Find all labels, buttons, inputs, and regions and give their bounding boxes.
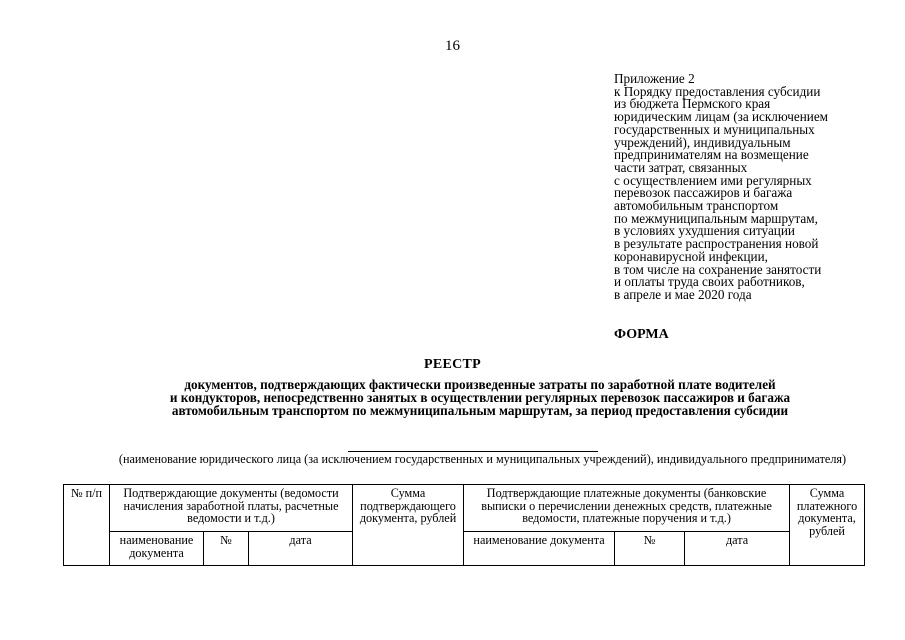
subheader-salary-doc-no: № [204,532,249,566]
subtitle-line: документов, подтверждающих фактически произведенные затраты по заработной плате водителей [184,377,776,392]
document-subtitle [60,378,900,418]
appendix-line: по межмуниципальным маршрутам, [614,210,818,226]
appendix-line: автомобильным транспортом [614,198,779,214]
header-payment-docs: Подтверждающие платежные документы (банковские выписки о перечислении денежных средств, платежные ведомости, платежные поручения и т.д.) [464,485,790,532]
header-salary-docs: Подтверждающие документы (ведомости начисления заработной платы, расчетные ведомости и т.д.) [110,485,353,532]
table-header-row [64,485,865,532]
page-number: 16 [445,38,460,54]
appendix-line: в результате распространения новой [614,236,819,252]
subtitle-line: автомобильным транспортом по межмуниципальным маршрутам, за период предоставления субсидии [171,403,789,419]
appendix-line: в условиях ухудшения ситуации [614,223,795,239]
form-label: ФОРМА [614,327,669,342]
appendix-line: из бюджета Пермского края [614,96,771,112]
appendix-line: учреждений), индивидуальным [614,134,791,150]
appendix-line: части затрат, связанных [614,159,748,175]
appendix-line: и оплаты труда своих работников, [614,274,805,290]
subheader-salary-doc-date: дата [249,532,353,566]
appendix-line: Приложение 2 [614,71,695,86]
appendix-line: в том числе на сохранение занятости [614,261,822,277]
appendix-line: в апреле и мае 2020 года [614,286,752,302]
subheader-payment-doc-no: № [615,532,685,566]
subheader-payment-doc-date: дата [685,532,790,566]
appendix-line: перевозок пассажиров и багажа [614,185,793,201]
appendix-block [614,73,899,302]
subheader-payment-doc-name: наименование документа [464,532,615,566]
appendix-line: к Порядку предоставления субсидии [614,83,821,99]
appendix-line: с осуществлением ими регулярных [614,172,812,188]
registry-table [63,484,865,566]
header-salary-sum: Сумма подтверждающего документа, рублей [353,485,464,566]
organization-name-caption: (наименование юридического лица (за исключением государственных и муниципальных учреждений), индивидуального предпринимателя) [118,452,847,466]
document-title: РЕЕСТР [423,357,482,372]
table-subheader-row [64,532,865,566]
appendix-line: коронавирусной инфекции, [614,248,768,264]
subtitle-line: и кондукторов, непосредственно занятых в осуществлении регулярных перевозок пассажиров и багажа [169,390,791,406]
appendix-line: предпринимателям на возмещение [614,147,809,163]
header-num: № п/п [64,485,110,566]
appendix-line: юридическим лицам (за исключением [614,109,829,125]
subheader-salary-doc-name: наименование документа [110,532,204,566]
appendix-line: государственных и муниципальных [614,121,815,137]
header-payment-sum: Сумма платежного документа, рублей [790,485,865,566]
